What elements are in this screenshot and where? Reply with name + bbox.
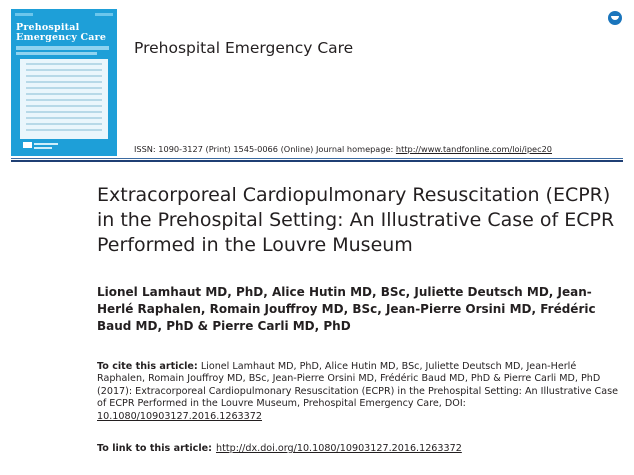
cite-label: To cite this article: (97, 361, 198, 372)
cover-subtitle-bar (16, 46, 109, 50)
cover-title-line1: Prehospital (16, 22, 80, 33)
journal-homepage-link[interactable]: http://www.tandfonline.com/loi/ipec20 (395, 144, 553, 154)
issn-line (134, 144, 552, 154)
cite-text: Lionel Lamhaut MD, PhD, Alice Hutin MD, BSc, Juliette Deutsch MD, Jean-Herlé Raphalen, Romain Jouffroy MD, BSc, Jean-Pierre Orsini MD, Frédéric Baud MD, PhD & Pierre Carli MD, PhD (2017): Extracorporeal Cardiopulmonary Resuscitation (ECPR) in the Prehospital Setting: An Illustrative Case of ECPR Performed in the Louvre Museum, Prehospital Emergency Care, DOI: (97, 361, 618, 410)
cover-publisher-logo-icon (23, 142, 32, 148)
header-divider-thin (11, 158, 623, 159)
cover-top-bar (15, 13, 113, 19)
journal-name: Prehospital Emergency Care (134, 39, 354, 57)
cover-title (16, 23, 115, 43)
issn-text: ISSN: 1090-3127 (Print) 1545-0066 (Online) Journal homepage: (134, 144, 396, 154)
article-doi-link[interactable]: http://dx.doi.org/10.1080/10903127.2016.1263372 (216, 443, 462, 454)
cite-doi-link[interactable]: 10.1080/10903127.2016.1263372 (97, 410, 262, 422)
cover-publisher-text (34, 143, 58, 145)
article-link-block (97, 443, 622, 455)
author-list: Lionel Lamhaut MD, PhD, Alice Hutin MD, BSc, Juliette Deutsch MD, Jean-Herlé Raphalen, Romain Jouffroy MD, BSc, Jean-Pierre Orsini MD, Frédéric Baud MD, PhD & Pierre Carli MD, PhD (97, 285, 596, 333)
cover-subtitle-bar-2 (16, 52, 97, 55)
cover-page-preview (20, 59, 108, 139)
journal-cover-image (11, 9, 117, 156)
cover-title-line2: Emergency Care (16, 32, 107, 43)
article-title: Extracorporeal Cardiopulmonary Resuscitation (ECPR) in the Prehospital Setting: An Illustrative Case of ECPR Performed in the Louvre Museum (97, 184, 615, 256)
taylor-francis-logo-icon (608, 11, 622, 25)
citation-block (97, 361, 622, 423)
cover-publisher-text-2 (34, 147, 52, 149)
header-divider-thick (11, 160, 623, 162)
link-label: To link to this article: (97, 443, 212, 454)
